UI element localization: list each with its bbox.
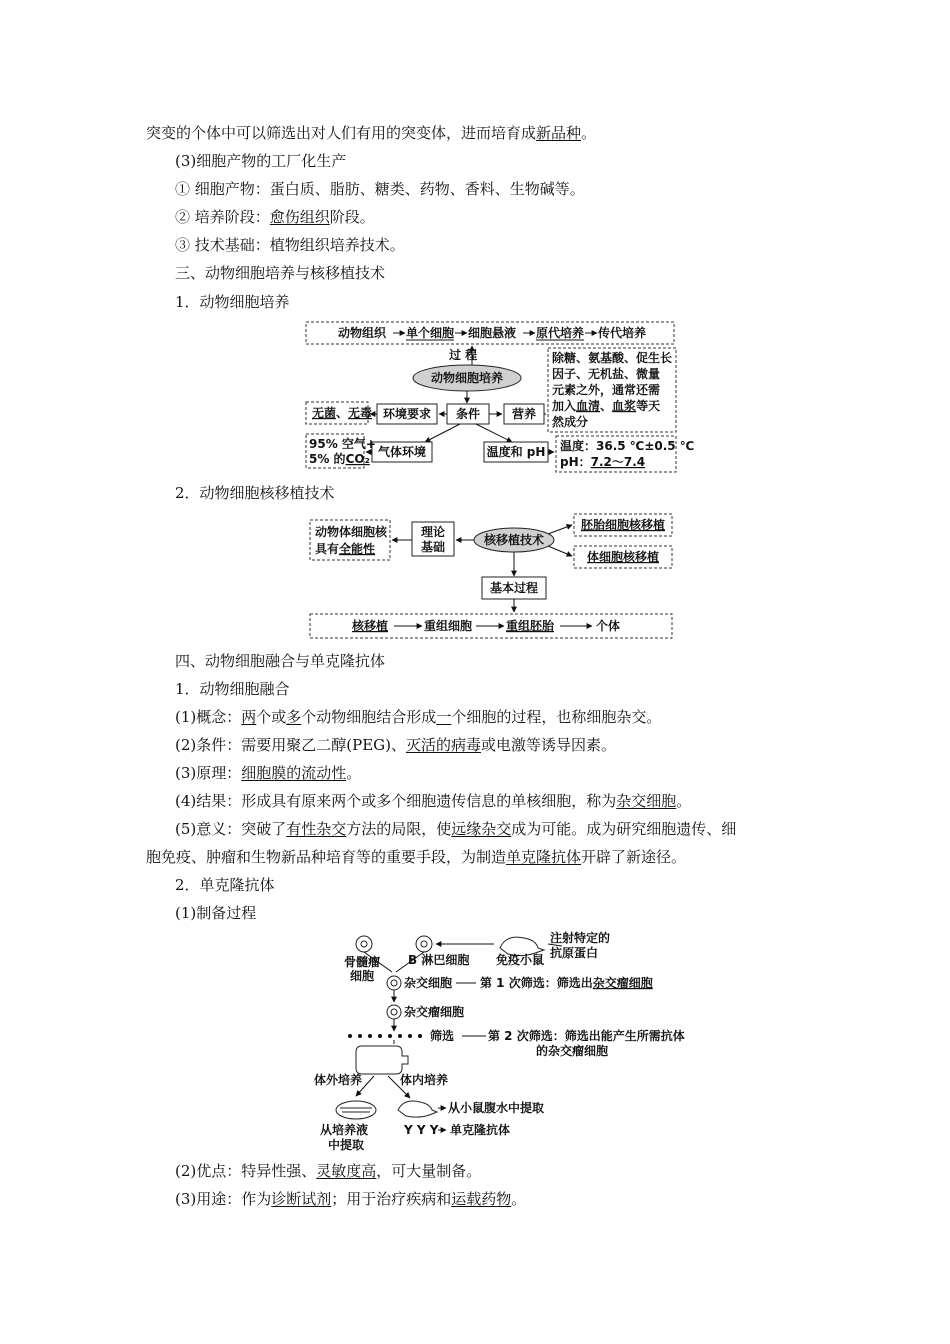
blank-answer: 有性杂交	[286, 820, 347, 838]
label-theory-2: 基础	[420, 540, 446, 554]
label-somatic-nucleus: 动物体细胞核	[315, 525, 388, 539]
label-temp-line1: 温度：36.5 ℃±0.5 ℃	[560, 439, 695, 453]
label-myeloma-2: 细胞	[350, 969, 375, 983]
label-step-4: 个体	[596, 619, 621, 633]
blank-answer: 杂交细胞	[616, 792, 677, 810]
label-sterile: 无菌、无毒	[312, 406, 373, 420]
heading-section-3: 三、动物细胞培养与核移植技术	[175, 264, 386, 282]
text: 方法的局限，使	[346, 820, 452, 838]
text: 。	[581, 124, 597, 142]
label-inject-2: 抗原蛋白	[550, 946, 599, 960]
item-conditions	[175, 734, 616, 756]
blank-answer: 一	[436, 708, 452, 726]
item-technical-basis: ③ 技术基础：植物组织培养技术。	[175, 236, 405, 254]
label-cell-suspension: 细胞悬液	[468, 326, 517, 340]
heading-nuclear-transfer: 2．动物细胞核移植技术	[175, 484, 335, 502]
culture-flask-icon	[356, 1046, 408, 1074]
text: (5)意义：突破了	[175, 820, 287, 838]
label-nut-line3: 元素之外，通常还需	[552, 383, 661, 397]
animal-cell-culture-diagram	[300, 318, 695, 478]
label-env: 环境要求	[382, 407, 432, 421]
label-step-3: 重组胚胎	[506, 619, 555, 633]
label-screen-1: 第 1 次筛选：筛选出杂交瘤细胞	[480, 976, 653, 990]
heading-animal-cell-culture: 1．动物细胞培养	[175, 293, 290, 311]
blank-answer: 细胞膜的流动性	[241, 764, 347, 782]
label-process: 过 程	[449, 348, 478, 362]
text: (3)用途：作为	[175, 1190, 272, 1208]
blank-answer: 远缘杂交	[451, 820, 512, 838]
label-subculture: 传代培养	[598, 326, 647, 340]
heading-cell-fusion: 1．动物细胞融合	[175, 680, 290, 698]
label-nuclear-transfer: 核移植技术	[483, 533, 545, 547]
text: 个动物细胞结合形成	[301, 708, 437, 726]
text: (3)原理：	[175, 764, 242, 782]
label-animal-tissue: 动物组织	[338, 326, 387, 340]
item-advantages	[175, 1160, 481, 1182]
label-extract-ascites: 从小鼠腹水中提取	[448, 1101, 545, 1115]
label-inject-1: 注射特定的	[550, 931, 611, 945]
item-preparation: (1)制备过程	[175, 904, 257, 922]
mouse-icon-2	[398, 1101, 437, 1117]
text: 。	[676, 792, 692, 810]
label-somatic-nt: 体细胞核移植	[586, 550, 660, 564]
blank-answer: 运载药物	[451, 1190, 512, 1208]
text: 个细胞的过程，也称细胞杂交。	[451, 708, 662, 726]
label-hybridoma: 杂交瘤细胞	[404, 1005, 465, 1019]
text: 胞免疫、肿瘤和生物新品种培育等的重要手段，为制造	[146, 848, 507, 866]
text: 。	[511, 1190, 527, 1208]
item-principle	[175, 762, 361, 784]
item-concept	[175, 706, 661, 728]
label-step-1: 核移植	[352, 619, 389, 633]
label-single-cell: 单个细胞	[406, 326, 455, 340]
label-air-line1: 95% 空气+	[309, 437, 376, 451]
label-nut-line1: 除糖、氨基酸、促生长	[552, 351, 673, 365]
text: ② 培养阶段：	[175, 208, 270, 226]
label-temp-line2: pH：7.2～7.4	[560, 455, 646, 469]
text: 个或	[256, 708, 287, 726]
text: 。	[346, 764, 362, 782]
label-embryo-nt: 胚胎细胞核移植	[580, 518, 666, 532]
text: ；用于治疗疾病和	[331, 1190, 452, 1208]
label-nut-line2: 因子、无机盐、微量	[552, 367, 661, 381]
label-b-cell: B 淋巴细胞	[408, 953, 470, 967]
text: (1)概念：	[175, 708, 242, 726]
label-screen: 筛选	[430, 1029, 455, 1043]
label-theory-1: 理论	[420, 525, 446, 539]
blank-answer: 愈伤组织	[269, 208, 330, 226]
blank-answer: 灵敏度高	[316, 1162, 377, 1180]
text: (2)优点：特异性强、	[175, 1162, 317, 1180]
culture-dots-icon	[348, 1034, 422, 1038]
label-hybrid-cell: 杂交细胞	[404, 976, 453, 990]
text: 阶段。	[329, 208, 375, 226]
label-temp: 温度和 pH	[486, 445, 546, 459]
text: (4)结果：形成具有原来两个或多个细胞遗传信息的单核细胞，称为	[175, 792, 617, 810]
label-center: 动物细胞培养	[430, 371, 504, 385]
text: (2)条件：需要用聚乙二醇(PEG)、	[175, 736, 406, 754]
label-nutrition: 营养	[511, 407, 537, 421]
blank-answer: 新品种	[536, 124, 582, 142]
label-myeloma: 骨髓瘤	[344, 955, 381, 969]
label-primary-culture: 原代培养	[536, 326, 585, 340]
item-significance-cont	[146, 846, 686, 868]
text: ，可大量制备。	[376, 1162, 482, 1180]
label-in-vivo: 体内培养	[400, 1073, 449, 1087]
blank-answer: 诊断试剂	[271, 1190, 332, 1208]
label-in-vitro: 体外培养	[314, 1073, 363, 1087]
antibody-icon: Y Y Y	[404, 1123, 439, 1137]
label-air-line2: 5% 的CO₂	[309, 452, 370, 466]
blank-answer: 灭活的病毒	[405, 736, 481, 754]
label-totipotency: 具有全能性	[315, 542, 376, 556]
monoclonal-process-diagram	[300, 928, 685, 1156]
heading-section-4: 四、动物细胞融合与单克隆抗体	[175, 652, 386, 670]
label-screen-2b: 的杂交瘤细胞	[536, 1044, 609, 1058]
label-condition: 条件	[455, 407, 481, 421]
nuclear-transfer-diagram	[306, 510, 678, 642]
item-significance	[175, 818, 736, 840]
petri-dish-icon	[336, 1101, 376, 1119]
label-nut-line4: 加入血清、血浆等天	[552, 399, 661, 413]
heading-monoclonal: 2．单克隆抗体	[175, 876, 275, 894]
text: 或电激等诱导因素。	[481, 736, 617, 754]
item-cell-products: ① 细胞产物：蛋白质、脂肪、糖类、药物、香料、生物碱等。	[175, 180, 585, 198]
subheading-factory-production: (3)细胞产物的工厂化生产	[175, 152, 347, 170]
blank-answer: 两	[241, 708, 257, 726]
label-step-2: 重组细胞	[424, 619, 473, 633]
item-culture-stage	[175, 206, 375, 228]
text: 突变的个体中可以筛选出对人们有用的突变体，进而培育成	[146, 124, 537, 142]
label-basic-process: 基本过程	[489, 581, 539, 595]
item-uses	[175, 1188, 526, 1210]
paragraph-new-variety	[146, 122, 596, 144]
label-extract-medium: 从培养液	[320, 1123, 369, 1137]
label-gas: 气体环境	[377, 445, 427, 459]
label-screen-2: 第 2 次筛选：筛选出能产生所需抗体	[488, 1029, 685, 1043]
label-mab: 单克隆抗体	[450, 1123, 511, 1137]
text: 开辟了新途径。	[581, 848, 687, 866]
blank-answer: 多	[286, 708, 302, 726]
label-immune-mouse: 免疫小鼠	[496, 953, 545, 967]
item-result	[175, 790, 691, 812]
label-extract-medium-2: 中提取	[328, 1138, 365, 1152]
text: 成为可能。成为研究细胞遗传、细	[511, 820, 737, 838]
label-nut-line5: 然成分	[552, 415, 589, 429]
blank-answer: 单克隆抗体	[506, 848, 582, 866]
